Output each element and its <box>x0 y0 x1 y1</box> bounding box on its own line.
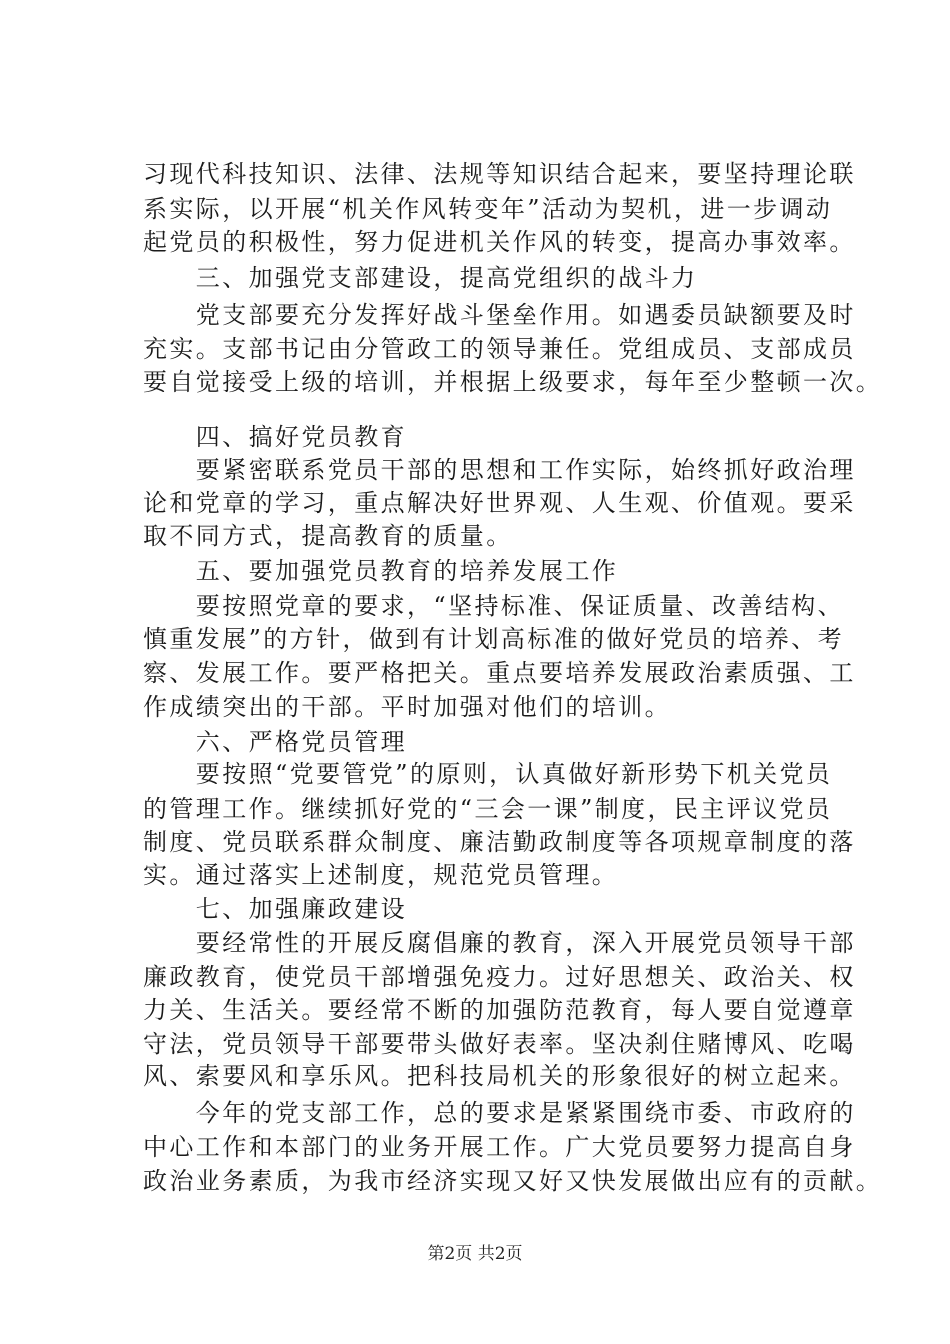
text-line: 廉政教育，使党员干部增强免疫力。过好思想关、政治关、权 <box>143 963 856 991</box>
text-line: 力关、生活关。要经常不断的加强防范教育，每人要自觉遵章 <box>143 996 856 1024</box>
text-line: 充实。支部书记由分管政工的领导兼任。党组成员、支部成员 <box>143 335 856 363</box>
text-line: 系实际，以开展“机关作风转变年”活动为契机，进一步调动 <box>143 195 833 223</box>
text-line: 三、加强党支部建设，提高党组织的战斗力 <box>143 264 698 292</box>
text-line: 六、严格党员管理 <box>143 728 407 756</box>
text-line: 中心工作和本部门的业务开展工作。广大党员要努力提高自身 <box>143 1133 856 1161</box>
text-line: 作成绩突出的干部。平时加强对他们的培训。 <box>143 693 671 721</box>
text-line: 取不同方式，提高教育的质量。 <box>143 522 513 550</box>
text-line: 五、要加强党员教育的培养发展工作 <box>143 557 619 585</box>
text-line: 党支部要充分发挥好战斗堡垒作用。如遇委员缺额要及时 <box>143 301 856 329</box>
text-line: 要按照党章的要求，“坚持标准、保证质量、改善结构、 <box>143 592 845 620</box>
text-line: 察、发展工作。要严格把关。重点要培养发展政治素质强、工 <box>143 659 856 687</box>
text-line: 风、索要风和享乐风。把科技局机关的形象很好的树立起来。 <box>143 1062 856 1090</box>
text-line: 要经常性的开展反腐倡廉的教育，深入开展党员领导干部 <box>143 929 856 957</box>
text-line: 实。通过落实上述制度，规范党员管理。 <box>143 861 619 889</box>
text-line: 要按照“党要管党”的原则，认真做好新形势下机关党员 <box>143 760 833 788</box>
text-line: 要紧密联系党员干部的思想和工作实际，始终抓好政治理 <box>143 456 856 484</box>
text-line: 起党员的积极性，努力促进机关作风的转变，提高办事效率。 <box>143 228 856 256</box>
text-line: 制度、党员联系群众制度、廉洁勤政制度等各项规章制度的落 <box>143 828 856 856</box>
text-line: 守法，党员领导干部要带头做好表率。坚决刹住赌博风、吃喝 <box>143 1030 856 1058</box>
page-footer: 第2页 共2页 <box>427 1244 523 1264</box>
text-line: 习现代科技知识、法律、法规等知识结合起来，要坚持理论联 <box>143 160 856 188</box>
text-line: 的管理工作。继续抓好党的“三会一课”制度，民主评议党员 <box>143 795 833 823</box>
text-line: 七、加强廉政建设 <box>143 895 407 923</box>
text-line: 慎重发展”的方针，做到有计划高标准的做好党员的培养、考 <box>143 625 845 653</box>
text-line: 要自觉接受上级的培训，并根据上级要求，每年至少整顿一次。 <box>143 368 883 396</box>
text-line: 政治业务素质，为我市经济实现又好又快发展做出应有的贡献。 <box>143 1167 883 1195</box>
text-line: 今年的党支部工作，总的要求是紧紧围绕市委、市政府的 <box>143 1099 856 1127</box>
text-line: 四、搞好党员教育 <box>143 423 407 451</box>
text-line: 论和党章的学习，重点解决好世界观、人生观、价值观。要采 <box>143 489 856 517</box>
